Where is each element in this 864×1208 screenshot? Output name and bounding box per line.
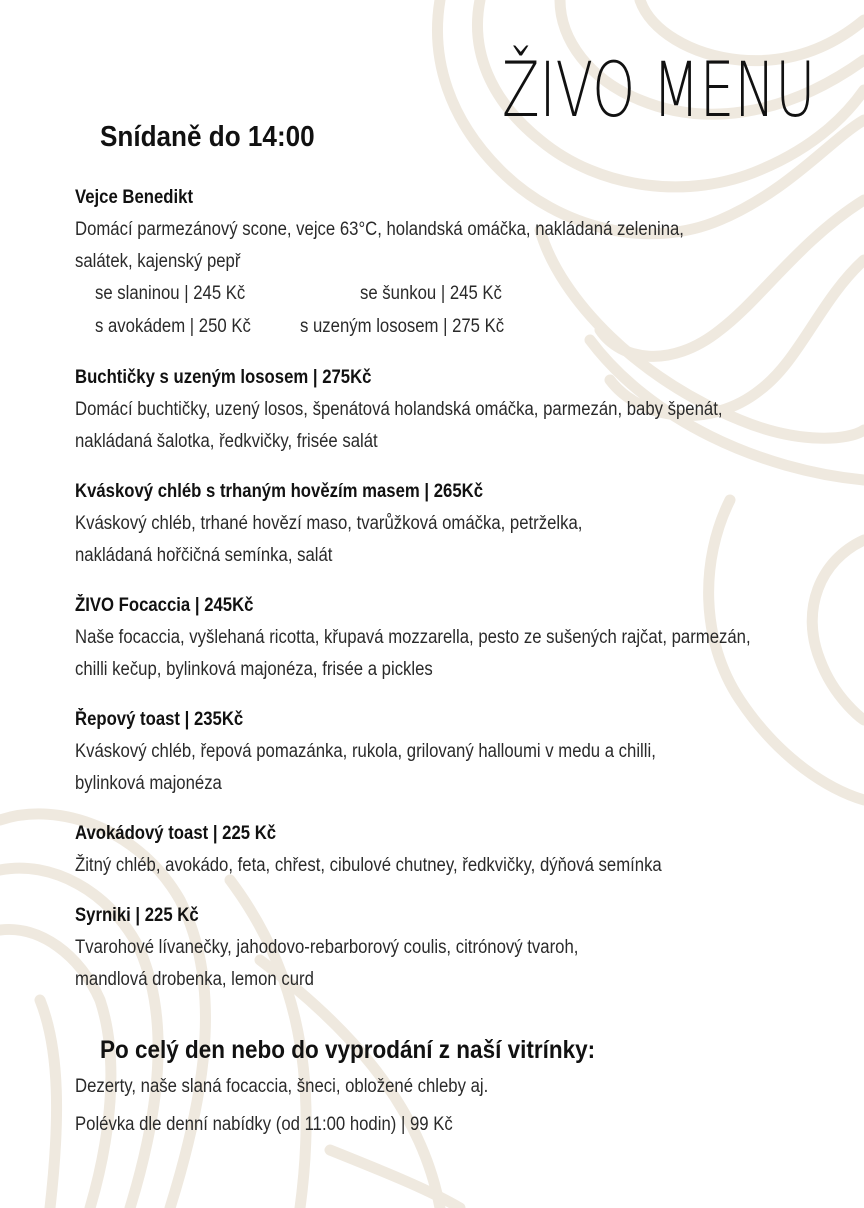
menu-item-description-line: salátek, kajenský pepř bbox=[75, 251, 241, 272]
menu-item-description-line: Domácí buchtičky, uzený losos, špenátová holandská omáčka, parmezán, baby špenát, bbox=[75, 399, 723, 420]
menu-item-description-line: Kváskový chléb, trhané hovězí maso, tvarůžková omáčka, petrželka, bbox=[75, 513, 583, 534]
menu-title: ŽIVO MENU bbox=[502, 45, 816, 134]
menu-item-name: Buchtičky s uzeným lososem | 275Kč bbox=[75, 367, 372, 388]
menu-item-name: Kváskový chléb s trhaným hovězím masem | 265Kč bbox=[75, 481, 484, 502]
menu-item-description-line: bylinková majonéza bbox=[75, 773, 222, 794]
showcase-section-heading: Po celý den nebo do vyprodání z naší vitrínky: bbox=[100, 1036, 596, 1064]
variant-avocado: s avokádem | 250 Kč bbox=[95, 316, 251, 337]
menu-item-description-line: Tvarohové lívanečky, jahodovo-rebarborový coulis, citrónový tvaroh, bbox=[75, 937, 579, 958]
variant-ham: se šunkou | 245 Kč bbox=[360, 283, 502, 304]
menu-item-description-line: chilli kečup, bylinková majonéza, frisée a pickles bbox=[75, 659, 433, 680]
menu-item-description-line: Kváskový chléb, řepová pomazánka, rukola, grilovaný halloumi v medu a chilli, bbox=[75, 741, 656, 762]
variant-smoked-salmon: s uzeným lososem | 275 Kč bbox=[300, 316, 505, 337]
menu-item-variants bbox=[75, 278, 835, 344]
menu-item-eggs-benedict bbox=[75, 182, 835, 344]
menu-item-name: Syrniki | 225 Kč bbox=[75, 905, 199, 926]
menu-item-description-line: Naše focaccia, vyšlehaná ricotta, křupavá mozzarella, pesto ze sušených rajčat, parmezán, bbox=[75, 627, 751, 648]
menu-items-list bbox=[75, 182, 835, 1014]
variant-bacon: se slaninou | 245 Kč bbox=[95, 283, 246, 304]
showcase-line: Dezerty, naše slaná focaccia, šneci, obložené chleby aj. bbox=[75, 1076, 489, 1097]
menu-item-description-line: mandlová drobenka, lemon curd bbox=[75, 969, 314, 990]
menu-item-name: Vejce Benedikt bbox=[75, 187, 194, 208]
menu-item-description-line: nakládaná hořčičná semínka, salát bbox=[75, 545, 333, 566]
breakfast-section-heading: Snídaně do 14:00 bbox=[100, 121, 315, 153]
menu-item-description-line: Domácí parmezánový scone, vejce 63°C, holandská omáčka, nakládaná zelenina, bbox=[75, 219, 684, 240]
menu-item-avocado-toast bbox=[75, 818, 835, 882]
menu-item-name: ŽIVO Focaccia | 245Kč bbox=[75, 595, 254, 616]
menu-item-description-line: Žitný chléb, avokádo, feta, chřest, cibulové chutney, ředkvičky, dýňová semínka bbox=[75, 855, 662, 876]
menu-item-name: Řepový toast | 235Kč bbox=[75, 709, 244, 730]
showcase-line: Polévka dle denní nabídky (od 11:00 hodin) | 99 Kč bbox=[75, 1114, 453, 1135]
menu-item-name: Avokádový toast | 225 Kč bbox=[75, 823, 277, 844]
menu-item-sourdough-beef bbox=[75, 476, 835, 572]
menu-item-focaccia bbox=[75, 590, 835, 686]
menu-item-syrniki bbox=[75, 900, 835, 996]
menu-item-salmon-buns bbox=[75, 362, 835, 458]
menu-item-beet-toast bbox=[75, 704, 835, 800]
menu-item-description-line: nakládaná šalotka, ředkvičky, frisée salát bbox=[75, 431, 378, 452]
